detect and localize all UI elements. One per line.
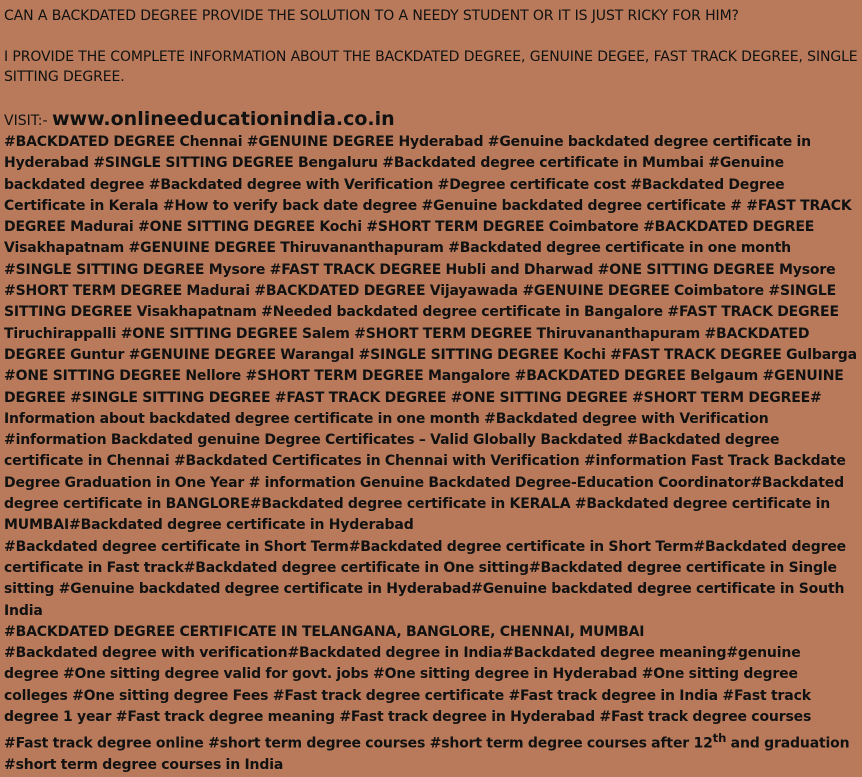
hashtag-block: [4, 132, 858, 777]
hashtag-text: #Backdated degree with verification#Backdated degree in India#Backdated degree meaning#genuine degree #One sitting degree valid for govt. jobs #One sitting degree in Hyderabad #One sitting degree colleges #One sitting degree Fees #Fast track degree certificate #Fast track degree in India #Fast track degree 1 year #Fast track degree meaning #Fast track degree in Hyderabad #Fast track degree courses #Fast track degree online #short term degree courses #short term degree courses after 12: [4, 645, 812, 752]
website-link[interactable]: www.onlineeducationindia.co.in: [51, 108, 395, 130]
superscript-th: th: [712, 731, 727, 746]
visit-label: VISIT:-: [4, 113, 52, 129]
hashtag-paragraph: #BACKDATED DEGREE Chennai #GENUINE DEGREE Hyderabad #Genuine backdated degree certificate in Hyderabad #SINGLE SITTING DEGREE Bengaluru #Backdated degree certificate in Mumbai #Genuine backdated degree #Backdated degree with Verification #Degree certificate cost #Backdated Degree Certificate in Kerala #How to verify back date degree #Genuine backdated degree certificate # #FAST TRACK DEGREE Madurai #ONE SITTING DEGREE Kochi #SHORT TERM DEGREE Coimbatore #BACKDATED DEGREE Visakhapatnam #GENUINE DEGREE Thiruvananthapuram #Backdated degree certificate in one month #SINGLE SITTING DEGREE Mysore #FAST TRACK DEGREE Hubli and Dharwad #ONE SITTING DEGREE Mysore #SHORT TERM DEGREE Madurai #BACKDATED DEGREE Vijayawada #GENUINE DEGREE Coimbatore #SINGLE SITTING DEGREE Visakhapatnam #Needed backdated degree certificate in Bangalore #FAST TRACK DEGREE Tiruchirappalli #ONE SITTING DEGREE Salem #SHORT TERM DEGREE Thiruvananthapuram #BACKDATED DEGREE Guntur #GENUINE DEGREE Warangal #SINGLE SITTING DEGREE Kochi #FAST TRACK DEGREE Gulbarga #ONE SITTING DEGREE Nellore #SHORT TERM DEGREE Mangalore #BACKDATED DEGREE Belgaum #GENUINE DEGREE #SINGLE SITTING DEGREE #FAST TRACK DEGREE #ONE SITTING DEGREE #SHORT TERM DEGREE# Information about backdated degree certificate in one month #Backdated degree with Verification #information Backdated genuine Degree Certificates – Valid Globally Backdated #Backdated degree certificate in Chennai #Backdated Certificates in Chennai with Verification #information Fast Track Backdate Degree Graduation in One Year # information Genuine Backdated Degree-Education Coordinator#Backdated degree certificate in BANGLORE#Backdated degree certificate in KERALA #Backdated degree certificate in MUMBAI#Backdated degree certificate in Hyderabad: [4, 134, 857, 534]
hashtag-paragraph: #Backdated degree certificate in Short Term#Backdated degree certificate in Short Term#Backdated degree certificate in Fast track#Backdated degree certificate in One sitting#Backdated degree certificate in Single sitting #Genuine backdated degree certificate in Hyderabad#Genuine backdated degree certificate in South India: [4, 538, 847, 619]
intro-text: I PROVIDE THE COMPLETE INFORMATION ABOUT THE BACKDATED DEGREE, GENUINE DEGEE, FAST TRACK DEGREE, SINGLE SITTING DEGREE.: [4, 49, 858, 85]
question-text: CAN A BACKDATED DEGREE PROVIDE THE SOLUTION TO A NEEDY STUDENT OR IT IS JUST RICKY FOR HIM?: [4, 8, 739, 24]
hashtag-paragraph-last: [4, 643, 858, 776]
hashtag-tail: and graduation #short term degree courses in India: [4, 735, 850, 774]
hashtag-paragraph: #BACKDATED DEGREE CERTIFICATE IN TELANGANA, BANGLORE, CHENNAI, MUMBAI: [4, 623, 645, 640]
visit-line: [4, 108, 858, 132]
